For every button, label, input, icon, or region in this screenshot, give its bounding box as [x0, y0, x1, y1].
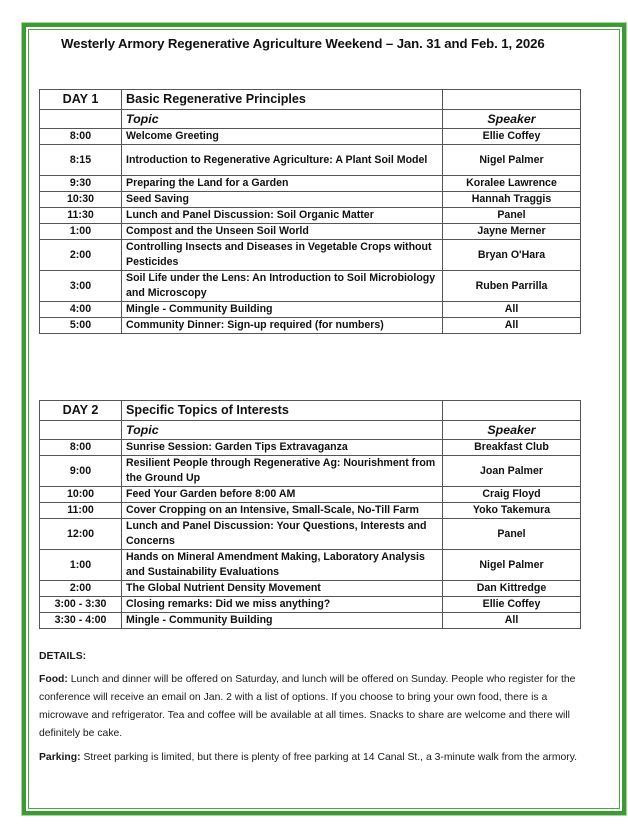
table-row [40, 224, 581, 240]
session-speaker: Dan Kittredge [443, 581, 581, 597]
table-row [40, 456, 581, 487]
session-speaker: Yoko Takemura [443, 503, 581, 519]
table-row [40, 503, 581, 519]
table-row [40, 176, 581, 192]
session-time: 11:00 [40, 503, 122, 519]
session-time: 5:00 [40, 318, 122, 334]
day-header-row [40, 401, 581, 421]
parking-paragraph [39, 749, 599, 767]
session-speaker: All [443, 302, 581, 318]
session-topic: Mingle - Community Building [122, 613, 443, 629]
session-topic: Lunch and Panel Discussion: Soil Organic Matter [122, 208, 443, 224]
table-row [40, 302, 581, 318]
session-topic: Soil Life under the Lens: An Introduction to Soil Microbiology and Microscopy [122, 271, 443, 302]
table-row [40, 129, 581, 145]
session-time: 8:00 [40, 440, 122, 456]
session-speaker: All [443, 613, 581, 629]
food-label: Food: [39, 674, 68, 685]
table-row [40, 192, 581, 208]
session-time: 1:00 [40, 550, 122, 581]
session-topic: Resilient People through Regenerative Ag: Nourishment from the Ground Up [122, 456, 443, 487]
table-row [40, 597, 581, 613]
session-time: 8:00 [40, 129, 122, 145]
session-speaker: Craig Floyd [443, 487, 581, 503]
session-speaker: Ellie Coffey [443, 129, 581, 145]
table-row [40, 318, 581, 334]
session-topic: Feed Your Garden before 8:00 AM [122, 487, 443, 503]
empty-cell [443, 401, 581, 421]
details-heading: DETAILS: [39, 651, 87, 662]
session-speaker: Joan Palmer [443, 456, 581, 487]
topic-column-header: Topic [122, 110, 443, 129]
session-time: 9:00 [40, 456, 122, 487]
session-speaker: Hannah Traggis [443, 192, 581, 208]
session-topic: Introduction to Regenerative Agriculture: A Plant Soil Model [122, 145, 443, 176]
session-topic: The Global Nutrient Density Movement [122, 581, 443, 597]
details-section [39, 650, 599, 773]
session-speaker: Jayne Merner [443, 224, 581, 240]
parking-label: Parking: [39, 752, 81, 763]
session-time: 3:00 [40, 271, 122, 302]
empty-cell [40, 421, 122, 440]
topic-column-header: Topic [122, 421, 443, 440]
session-time: 3:30 - 4:00 [40, 613, 122, 629]
food-text: Lunch and dinner will be offered on Saturday, and lunch will be offered on Sunday. People who register for the conference will receive an email on Jan. 2 with a list of options. If you choose to bring your own food, there is a microwave and refrigerator. Tea and coffee will be available at all times. Snacks to share are welcome and there will definitely be cake. [39, 674, 576, 739]
session-time: 10:00 [40, 487, 122, 503]
day-theme: Specific Topics of Interests [122, 401, 443, 421]
session-topic: Lunch and Panel Discussion: Your Questions, Interests and Concerns [122, 519, 443, 550]
column-header-row [40, 110, 581, 129]
table-row [40, 440, 581, 456]
session-topic: Mingle - Community Building [122, 302, 443, 318]
session-topic: Hands on Mineral Amendment Making, Laboratory Analysis and Sustainability Evaluations [122, 550, 443, 581]
session-topic: Preparing the Land for a Garden [122, 176, 443, 192]
session-topic: Community Dinner: Sign-up required (for numbers) [122, 318, 443, 334]
day1-schedule-table [39, 89, 581, 334]
session-time: 3:00 - 3:30 [40, 597, 122, 613]
table-row [40, 550, 581, 581]
session-time: 12:00 [40, 519, 122, 550]
page-title: Westerly Armory Regenerative Agriculture Weekend – Jan. 31 and Feb. 1, 2026 [61, 36, 545, 51]
table-row [40, 240, 581, 271]
session-topic: Cover Cropping on an Intensive, Small-Scale, No-Till Farm [122, 503, 443, 519]
food-paragraph [39, 671, 599, 743]
session-time: 9:30 [40, 176, 122, 192]
speaker-column-header: Speaker [443, 421, 581, 440]
session-speaker: Bryan O'Hara [443, 240, 581, 271]
session-speaker: Nigel Palmer [443, 145, 581, 176]
session-time: 1:00 [40, 224, 122, 240]
table-row [40, 145, 581, 176]
day-label: DAY 2 [40, 401, 122, 421]
session-topic: Closing remarks: Did we miss anything? [122, 597, 443, 613]
session-speaker: Ellie Coffey [443, 597, 581, 613]
session-time: 10:30 [40, 192, 122, 208]
session-topic: Seed Saving [122, 192, 443, 208]
table-row [40, 581, 581, 597]
day-theme: Basic Regenerative Principles [122, 90, 443, 110]
session-time: 2:00 [40, 240, 122, 271]
session-topic: Sunrise Session: Garden Tips Extravaganza [122, 440, 443, 456]
session-topic: Compost and the Unseen Soil World [122, 224, 443, 240]
table-row [40, 208, 581, 224]
session-time: 4:00 [40, 302, 122, 318]
session-time: 8:15 [40, 145, 122, 176]
session-speaker: All [443, 318, 581, 334]
session-topic: Controlling Insects and Diseases in Vegetable Crops without Pesticides [122, 240, 443, 271]
session-speaker: Koralee Lawrence [443, 176, 581, 192]
speaker-column-header: Speaker [443, 110, 581, 129]
session-speaker: Nigel Palmer [443, 550, 581, 581]
table-row [40, 519, 581, 550]
table-row [40, 487, 581, 503]
table-row [40, 271, 581, 302]
table-row [40, 613, 581, 629]
session-speaker: Panel [443, 208, 581, 224]
session-speaker: Ruben Parrilla [443, 271, 581, 302]
column-header-row [40, 421, 581, 440]
day2-schedule-table [39, 400, 581, 629]
session-speaker: Panel [443, 519, 581, 550]
session-time: 11:30 [40, 208, 122, 224]
empty-cell [40, 110, 122, 129]
session-time: 2:00 [40, 581, 122, 597]
day-label: DAY 1 [40, 90, 122, 110]
parking-text: Street parking is limited, but there is plenty of free parking at 14 Canal St., a 3-minute walk from the armory. [80, 752, 578, 763]
empty-cell [443, 90, 581, 110]
day-header-row [40, 90, 581, 110]
session-topic: Welcome Greeting [122, 129, 443, 145]
session-speaker: Breakfast Club [443, 440, 581, 456]
